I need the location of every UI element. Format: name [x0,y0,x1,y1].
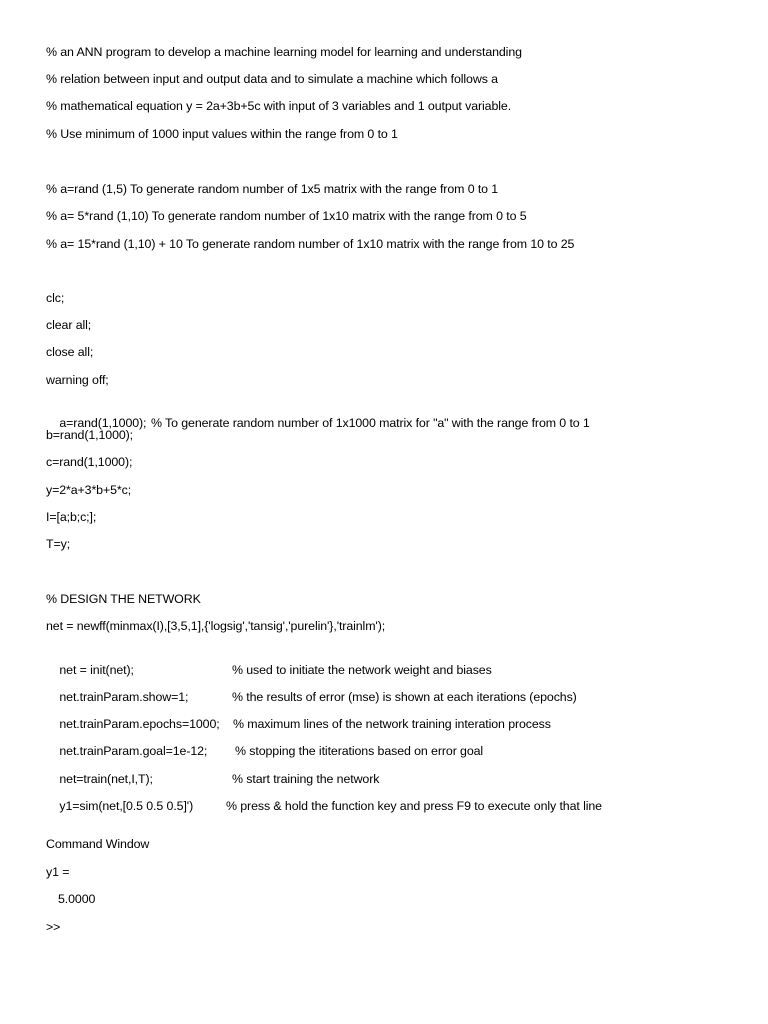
comment-sim: % press & hold the function key and press F9 to execute only that line [226,799,602,813]
section-heading-design-network: % DESIGN THE NETWORK [46,592,201,606]
code-train: net=train(net,I,T); [59,772,153,786]
code-close-all: close all; [46,345,94,359]
intro-comment-line-4: % Use minimum of 1000 input values within the range from 0 to 1 [46,127,398,141]
comment-epochs: % maximum lines of the network training interation process [233,717,551,731]
command-prompt: >> [46,920,61,934]
output-value: 5.0000 [58,892,96,906]
intro-comment-line-1: % an ANN program to develop a machine learning model for learning and understanding [46,45,522,59]
comment-a-rand: % To generate random number of 1x1000 matrix for "a" with the range from 0 to 1 [151,416,590,430]
comment-train: % start training the network [232,772,380,786]
code-target: T=y; [46,537,71,551]
code-a-rand: a=rand(1,1000); [59,416,147,430]
code-b-rand: b=rand(1,1000); [46,428,134,442]
intro-comment-line-3: % mathematical equation y = 2a+3b+5c with input of 3 variables and 1 output variable. [46,99,512,113]
code-init: net = init(net); [59,663,134,677]
intro-comment-line-2: % relation between input and output data and to simulate a machine which follows a [46,72,498,86]
code-y-equation: y=2*a+3*b+5*c; [46,483,132,497]
code-sim: y1=sim(net,[0.5 0.5 0.5]') [59,799,194,813]
code-line-sim [46,782,602,830]
command-window-title: Command Window [46,837,150,851]
code-c-rand: c=rand(1,1000); [46,455,133,469]
code-show: net.trainParam.show=1; [59,690,189,704]
output-variable: y1 = [46,865,70,879]
comment-goal: % stopping the ititerations based on error goal [235,744,484,758]
code-input-matrix: I=[a;b;c;]; [46,510,97,524]
code-goal: net.trainParam.goal=1e-12; [59,744,208,758]
comment-show: % the results of error (mse) is shown at each iterations (epochs) [232,690,577,704]
rand-note-line-3: % a= 15*rand (1,10) + 10 To generate random number of 1x10 matrix with the range from 10 to 25 [46,237,575,251]
code-clear-all: clear all; [46,318,92,332]
code-epochs: net.trainParam.epochs=1000; [59,717,220,731]
code-newff: net = newff(minmax(I),[3,5,1],{'logsig','tansig','purelin'},'trainlm'); [46,619,386,633]
rand-note-line-2: % a= 5*rand (1,10) To generate random number of 1x10 matrix with the range from 0 to 5 [46,209,527,223]
code-clc: clc; [46,291,65,305]
code-warning-off: warning off; [46,373,109,387]
comment-init: % used to initiate the network weight and biases [232,663,492,677]
rand-note-line-1: % a=rand (1,5) To generate random number of 1x5 matrix with the range from 0 to 1 [46,182,499,196]
